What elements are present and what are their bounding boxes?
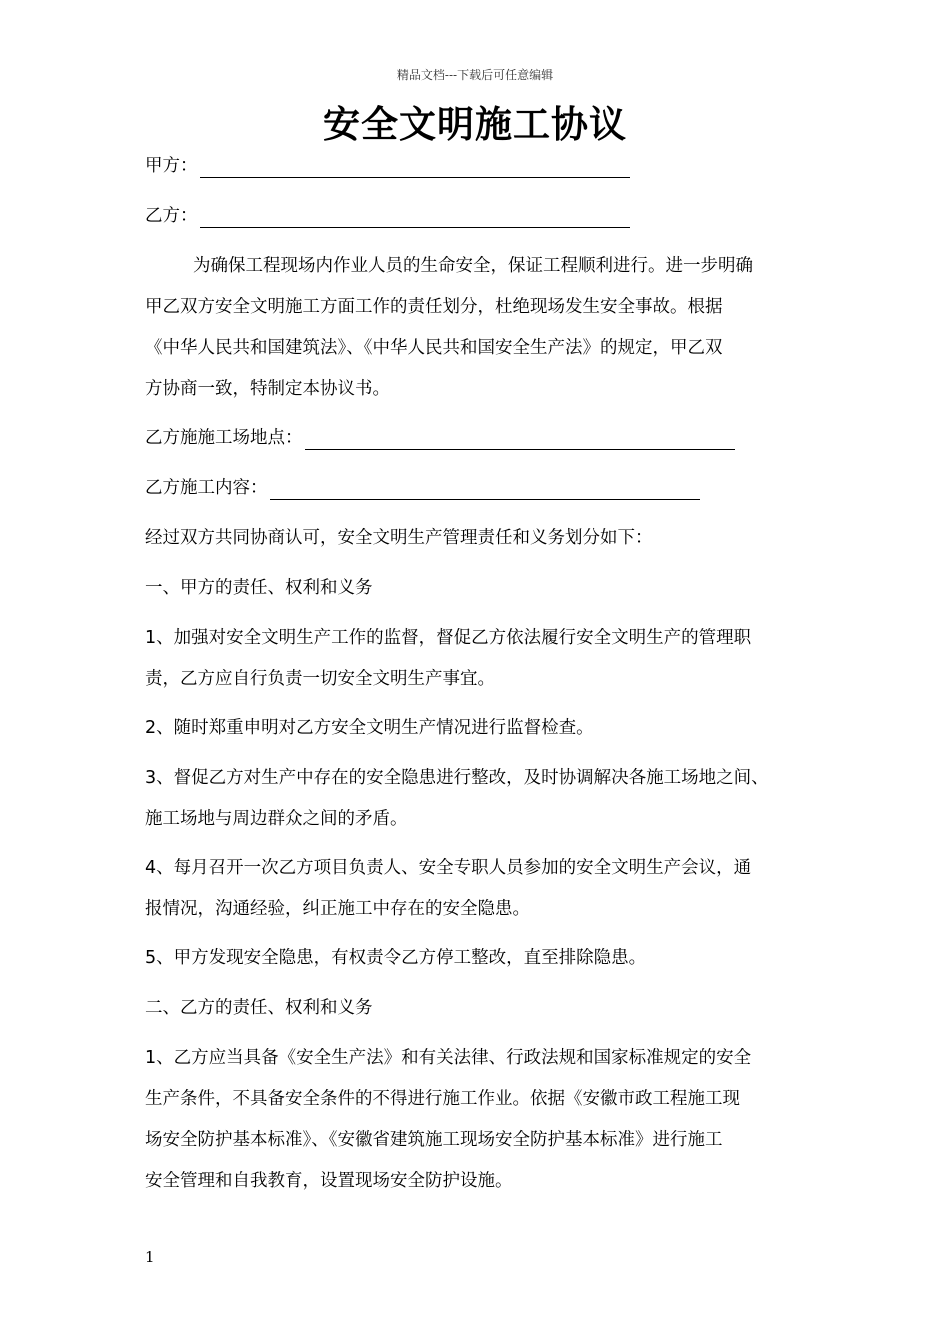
section2-line: 1、乙方应当具备《安全生产法》和有关法律、行政法规和国家标准规定的安全 <box>145 1048 752 1068</box>
section1-line: 施工场地与周边群众之间的矛盾。 <box>145 809 408 829</box>
site-label: 乙方施施工场地点： <box>145 428 303 448</box>
intro-line: 方协商一致，特制定本协议书。 <box>145 379 390 399</box>
agreement-line: 经过双方共同协商认可，安全文明生产管理责任和义务划分如下： <box>145 528 653 548</box>
document-title: 安全文明施工协议 <box>323 103 627 146</box>
section1-line: 3、督促乙方对生产中存在的安全隐患进行整改，及时协调解决各施工场地之间、 <box>145 768 769 788</box>
content-label: 乙方施工内容： <box>145 478 268 498</box>
intro-line: 甲乙双方安全文明施工方面工作的责任划分，杜绝现场发生安全事故。根据 <box>145 297 723 317</box>
site-blank[interactable] <box>305 429 735 450</box>
section1-line: 5、甲方发现安全隐患，有权责令乙方停工整改，直至排除隐患。 <box>145 948 647 968</box>
party-a-field <box>145 154 630 178</box>
content-blank[interactable] <box>270 479 700 500</box>
page-number: 1 <box>145 1248 155 1266</box>
header-note: 精品文档---下载后可任意编辑 <box>396 68 554 82</box>
section2-heading: 二、乙方的责任、权利和义务 <box>145 998 373 1018</box>
section1-line: 2、随时郑重申明对乙方安全文明生产情况进行监督检查。 <box>145 718 594 738</box>
party-a-blank[interactable] <box>200 157 630 178</box>
section1-line: 报情况，沟通经验，纠正施工中存在的安全隐患。 <box>145 899 530 919</box>
party-b-blank[interactable] <box>200 207 630 228</box>
section2-line: 安全管理和自我教育，设置现场安全防护设施。 <box>145 1171 513 1191</box>
section2-line: 生产条件，不具备安全条件的不得进行施工作业。依据《安徽市政工程施工现 <box>145 1089 740 1109</box>
intro-line: 为确保工程现场内作业人员的生命安全，保证工程顺利进行。进一步明确 <box>193 256 753 276</box>
intro-line: 《中华人民共和国建筑法》、《中华人民共和国安全生产法》的规定，甲乙双 <box>145 338 723 358</box>
party-b-field <box>145 204 630 228</box>
party-a-label: 甲方： <box>145 156 198 176</box>
content-field <box>145 476 700 500</box>
section2-line: 场安全防护基本标准》、《安徽省建筑施工现场安全防护基本标准》进行施工 <box>145 1130 723 1150</box>
party-b-label: 乙方： <box>145 206 198 226</box>
site-field <box>145 426 735 450</box>
section1-line: 4、每月召开一次乙方项目负责人、安全专职人员参加的安全文明生产会议，通 <box>145 858 752 878</box>
section1-heading: 一、甲方的责任、权利和义务 <box>145 578 373 598</box>
section1-line: 责，乙方应自行负责一切安全文明生产事宜。 <box>145 669 495 689</box>
section1-line: 1、加强对安全文明生产工作的监督，督促乙方依法履行安全文明生产的管理职 <box>145 628 752 648</box>
